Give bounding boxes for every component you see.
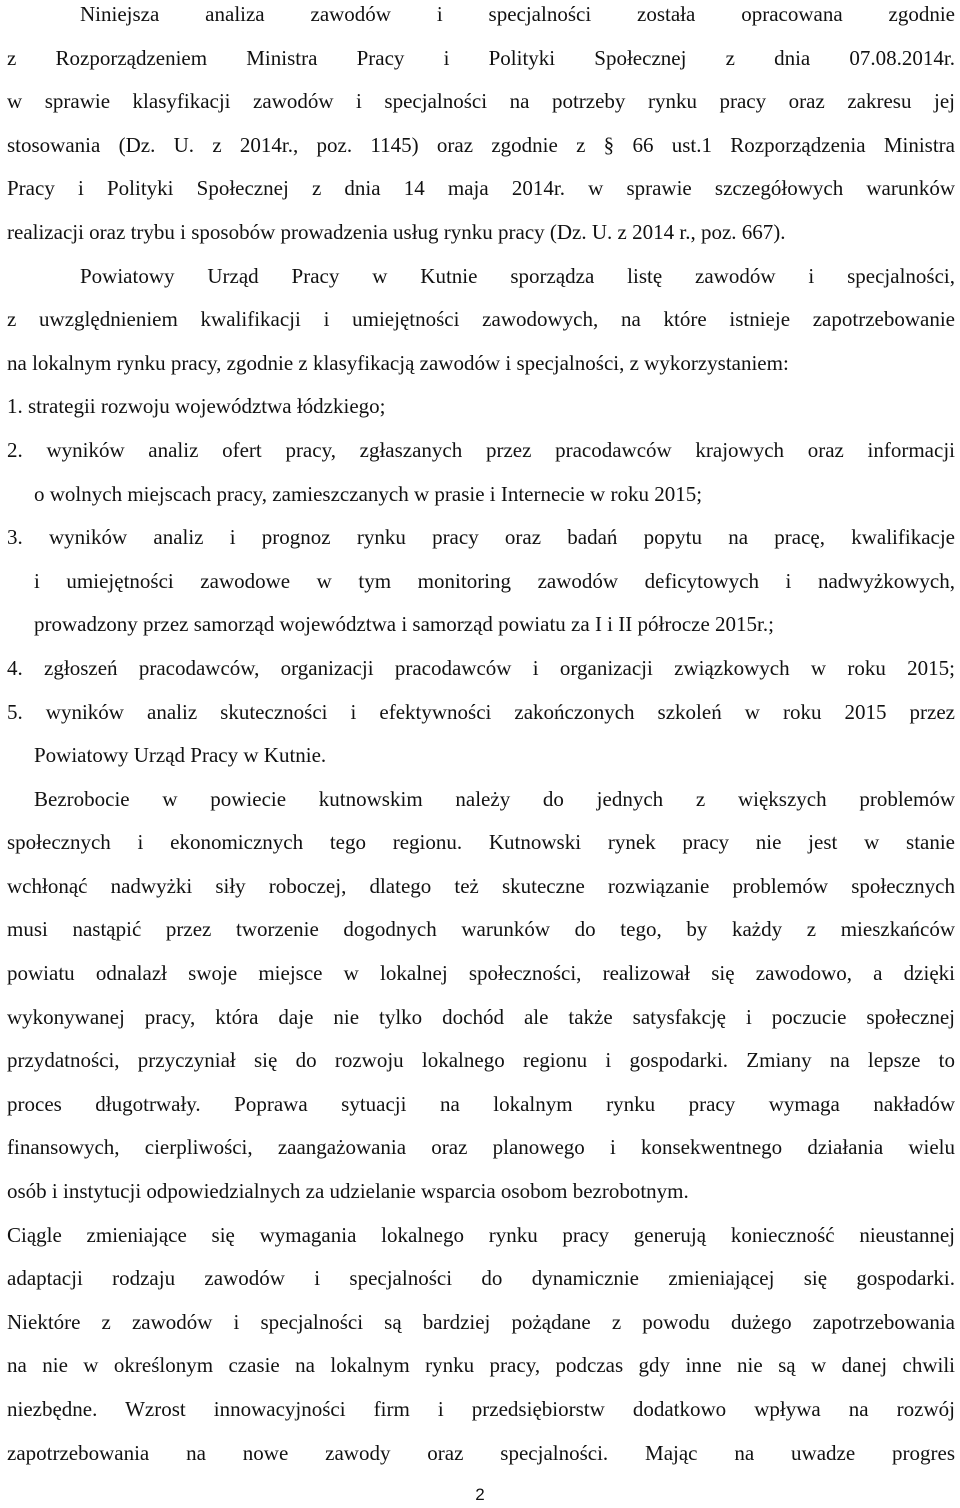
text-line: stosowania (Dz. U. z 2014r., poz. 1145) oraz zgodnie z § 66 ust.1 Rozporządzenia Ministra [7,132,955,157]
paragraph-market-changes [7,1214,955,1476]
text-line: musi nastąpić przez tworzenie dogodnych warunków do tego, by każdy z mieszkańców [7,917,955,942]
page-number: 2 [475,1485,485,1504]
list-item [7,691,955,778]
text-line: 1. strategii rozwoju województwa łódzkiego; [7,394,386,419]
text-line: na lokalnym rynku pracy, zgodnie z klasyfikacją zawodów i specjalności, z wykorzystaniem: [7,350,789,375]
text-line: prowadzony przez samorząd województwa i samorząd powiatu za I i II półrocze 2015r.; [34,612,774,637]
text-line: Bezrobocie w powiecie kutnowskim należy do jednych z większych problemów [34,786,955,811]
text-line: proces długotrwały. Poprawa sytuacji na lokalnym rynku pracy wymaga nakładów [7,1091,955,1116]
text-line: w sprawie klasyfikacji zawodów i specjalności na potrzeby rynku pracy oraz zakresu jej [7,89,955,114]
list-item [7,647,955,691]
text-line: wykonywanej pracy, która daje nie tylko dochód ale także satysfakcję i poczucie społecznej [7,1004,955,1029]
text-line: zapotrzebowania na nowe zawody oraz specjalności. Mając na uwadze progres [7,1440,955,1465]
text-line: o wolnych miejscach pracy, zamieszczanych w prasie i Internecie w roku 2015; [34,481,703,506]
sources-list [7,385,955,777]
text-line: osób i instytucji odpowiedzialnych za udzielanie wsparcia osobom bezrobotnym. [7,1179,689,1204]
text-line: powiatu odnalazł swoje miejsce w lokalnej społeczności, realizował się zawodowo, a dzięki [7,961,955,986]
text-line: na nie w określonym czasie na lokalnym rynku pracy, podczas gdy inne nie są w danej chwili [7,1353,955,1378]
paragraph-office-list [7,255,955,386]
text-line: 3. wyników analiz i prognoz rynku pracy oraz badań popytu na pracę, kwalifikacje [7,525,955,550]
text-line: realizacji oraz trybu i sposobów prowadzenia usług rynku pracy (Dz. U. z 2014 r., poz. 667). [7,219,786,244]
text-line: Powiatowy Urząd Pracy w Kutnie. [34,743,327,768]
text-line: finansowych, cierpliwości, zaangażowania oraz planowego i konsekwentnego działania wielu [7,1135,955,1160]
text-line: adaptacji rodzaju zawodów i specjalności do dynamicznie zmieniającej się gospodarki. [7,1266,955,1291]
document-page [7,0,955,1475]
list-item [7,429,955,516]
list-item [7,385,955,429]
text-line: Ciągle zmieniające się wymagania lokalnego rynku pracy generują konieczność nieustannej [7,1222,955,1247]
text-line: Niniejsza analiza zawodów i specjalności została opracowana zgodnie [80,2,955,26]
list-item [7,516,955,647]
text-line: społecznych i ekonomicznych tego regionu. Kutnowski rynek pracy nie jest w stanie [7,830,955,855]
text-line: 2. wyników analiz ofert pracy, zgłaszanych przez pracodawców krajowych oraz informacji [7,437,955,462]
text-line: przydatności, przyczyniał się do rozwoju lokalnego regionu i gospodarki. Zmiany na lepsze to [7,1048,955,1073]
text-line: z Rozporządzeniem Ministra Pracy i Polityki Społecznej z dnia 07.08.2014r. [7,45,955,70]
text-line: 4. zgłoszeń pracodawców, organizacji pracodawców i organizacji związkowych w roku 2015; [7,655,955,680]
text-line: Powiatowy Urząd Pracy w Kutnie sporządza listę zawodów i specjalności, [80,263,955,288]
text-line: Pracy i Polityki Społecznej z dnia 14 maja 2014r. w sprawie szczegółowych warunków [7,176,955,201]
text-line: Niektóre z zawodów i specjalności są bardziej pożądane z powodu dużego zapotrzebowania [7,1309,955,1334]
text-line: niezbędne. Wzrost innowacyjności firm i przedsiębiorstw dodatkowo wpływa na rozwój [7,1397,955,1421]
text-line: wchłonąć nadwyżki siły roboczej, dlatego też skuteczne rozwiązanie problemów społecznych [7,873,955,898]
paragraph-legal-basis [7,0,955,255]
text-line: z uwzględnieniem kwalifikacji i umiejętności zawodowych, na które istnieje zapotrzebowanie [7,307,955,332]
text-line: i umiejętności zawodowe w tym monitoring zawodów deficytowych i nadwyżkowych, [34,568,955,593]
text-line: 5. wyników analiz skuteczności i efektywności zakończonych szkoleń w roku 2015 przez [7,699,955,724]
paragraph-unemployment [7,778,955,1214]
